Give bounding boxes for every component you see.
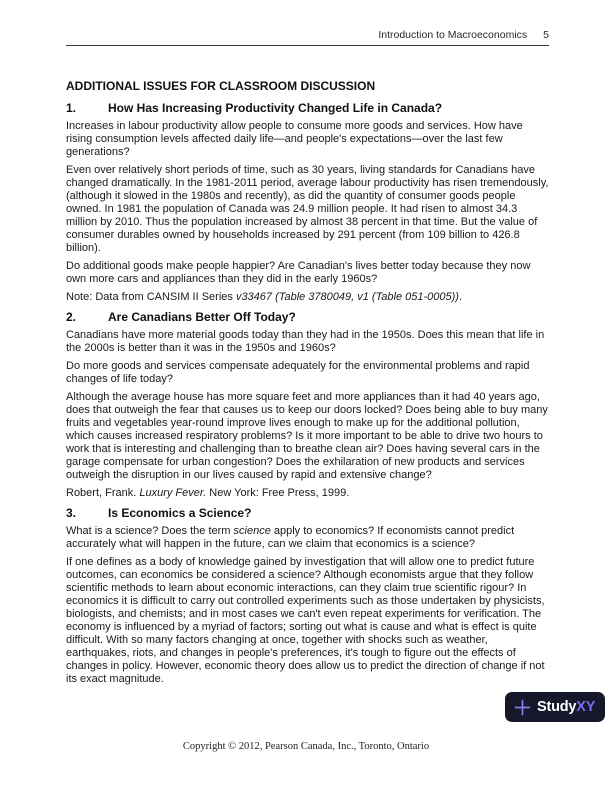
section-2-number: 2. [66, 310, 77, 324]
text-run: Note: Data from CANSIM II Series [66, 291, 236, 303]
plus-icon [513, 698, 532, 717]
text-run: What is a science? Does the term [66, 525, 234, 537]
section-2-citation [66, 487, 550, 500]
section-2-paragraph-1: Canadians have more material goods today than they had in the 1950s. Does this mean that life in the 2000s is better than it was in the 1950s and 1960s? [66, 329, 545, 354]
page-content [66, 80, 550, 691]
text-run: New York: Free Press, 1999. [206, 487, 350, 499]
header-title: Introduction to Macroeconomics [378, 29, 528, 41]
text-run-italic: Luxury Fever. [139, 487, 207, 499]
section-2-paragraph-3: Although the average house has more square feet and more appliances than it had 40 years ago, does that outweigh the fear that causes us to keep our doors locked? Does being able to buy many fruits and vegetables year-round improve lives enough to make up for the additional pollution, which causes increased respiratory problems? Is it more important to be able to drive two hours to work that is interesting and challenging than to breathe clean air? Does having several cars in the garage compensate for urban congestion? Does the exhilaration of new products and services outweigh the disruption in our lives caused by rapid and extensive change? [66, 391, 548, 481]
text-run-italic: science [233, 525, 271, 537]
text-run: Robert, Frank. [66, 487, 140, 499]
section-1-paragraph-1: Increases in labour productivity allow people to consume more goods and services. How have rising consumption levels affected daily life—and people's expectations—over the last few generations? [66, 120, 523, 158]
section-3-heading [66, 507, 550, 520]
section-1-title: How Has Increasing Productivity Changed Life in Canada? [108, 101, 443, 115]
text-run-italic: v33467 (Table 3780049, v1 (Table 051-0005)) [235, 291, 459, 303]
section-2-title: Are Canadians Better Off Today? [108, 310, 296, 324]
section-3-number: 3. [66, 506, 77, 520]
badge-brand-primary: Study [537, 699, 577, 715]
text-run: . [458, 291, 463, 303]
section-1-number: 1. [66, 101, 77, 115]
section-1-paragraph-2: Even over relatively short periods of time, such as 30 years, living standards for Canadians have changed dramatically. In the 1981-2011 period, average labour productivity has risen tremendously, (although it slowed in the 1980s and recently), as did the quantity of consumer goods people owned. In 1981 the population of Canada was 24.9 million people. It had risen to almost 34.3 million by 2010. Thus the population increased by almost 38 percent in that time. But the value of consumer durables owned by households increased by 291 percent (from 109 billion to 426.8 billion). [66, 164, 549, 254]
section-2-paragraph-2: Do more goods and services compensate adequately for the environmental problems and rapid changes of life today? [66, 360, 530, 385]
section-2-heading [66, 311, 550, 324]
section-1-paragraph-3: Do additional goods make people happier? Are Canadian's lives better today because they now own more cars and appliances than they did in the early 1960s? [66, 260, 531, 285]
section-3-paragraph-2: If one defines as a body of knowledge gained by investigation that will allow one to predict future outcomes, can economics be considered a science? Although economists argue that they follow scientific methods to learn about economic interactions, can they claim true scientific rigour? In economics it is difficult to carry out controlled experiments such as those undertaken by physicists, biologists, and chemists; and in most cases we can't even repeat experiments for verification. The economy is influenced by a myriad of factors; sorting out what is cause and what is effect is quite difficult. With so many factors changing at once, together with shocks such as weather, earthquakes, riots, and changes in people's preferences, it's tough to figure out the effects of changes in policy. However, economic theory does allow us to predict the direction of change if not its exact magnitude. [66, 556, 545, 685]
text-run: apply to economics? If economists cannot predict accurately what will happen in the future, can we claim that economics is a science? [66, 525, 515, 550]
section-3-title: Is Economics a Science? [108, 506, 252, 520]
section-1-note [66, 291, 550, 304]
page-header [66, 29, 549, 46]
main-heading: ADDITIONAL ISSUES FOR CLASSROOM DISCUSSION [66, 79, 376, 93]
copyright-footer: Copyright © 2012, Pearson Canada, Inc., Toronto, Ontario [182, 741, 430, 752]
page-number: 5 [543, 29, 549, 41]
section-3-paragraph-1 [66, 525, 550, 551]
badge-brand-accent: XY [576, 699, 596, 715]
section-1-heading [66, 102, 550, 115]
studyxy-badge[interactable] [505, 692, 605, 722]
